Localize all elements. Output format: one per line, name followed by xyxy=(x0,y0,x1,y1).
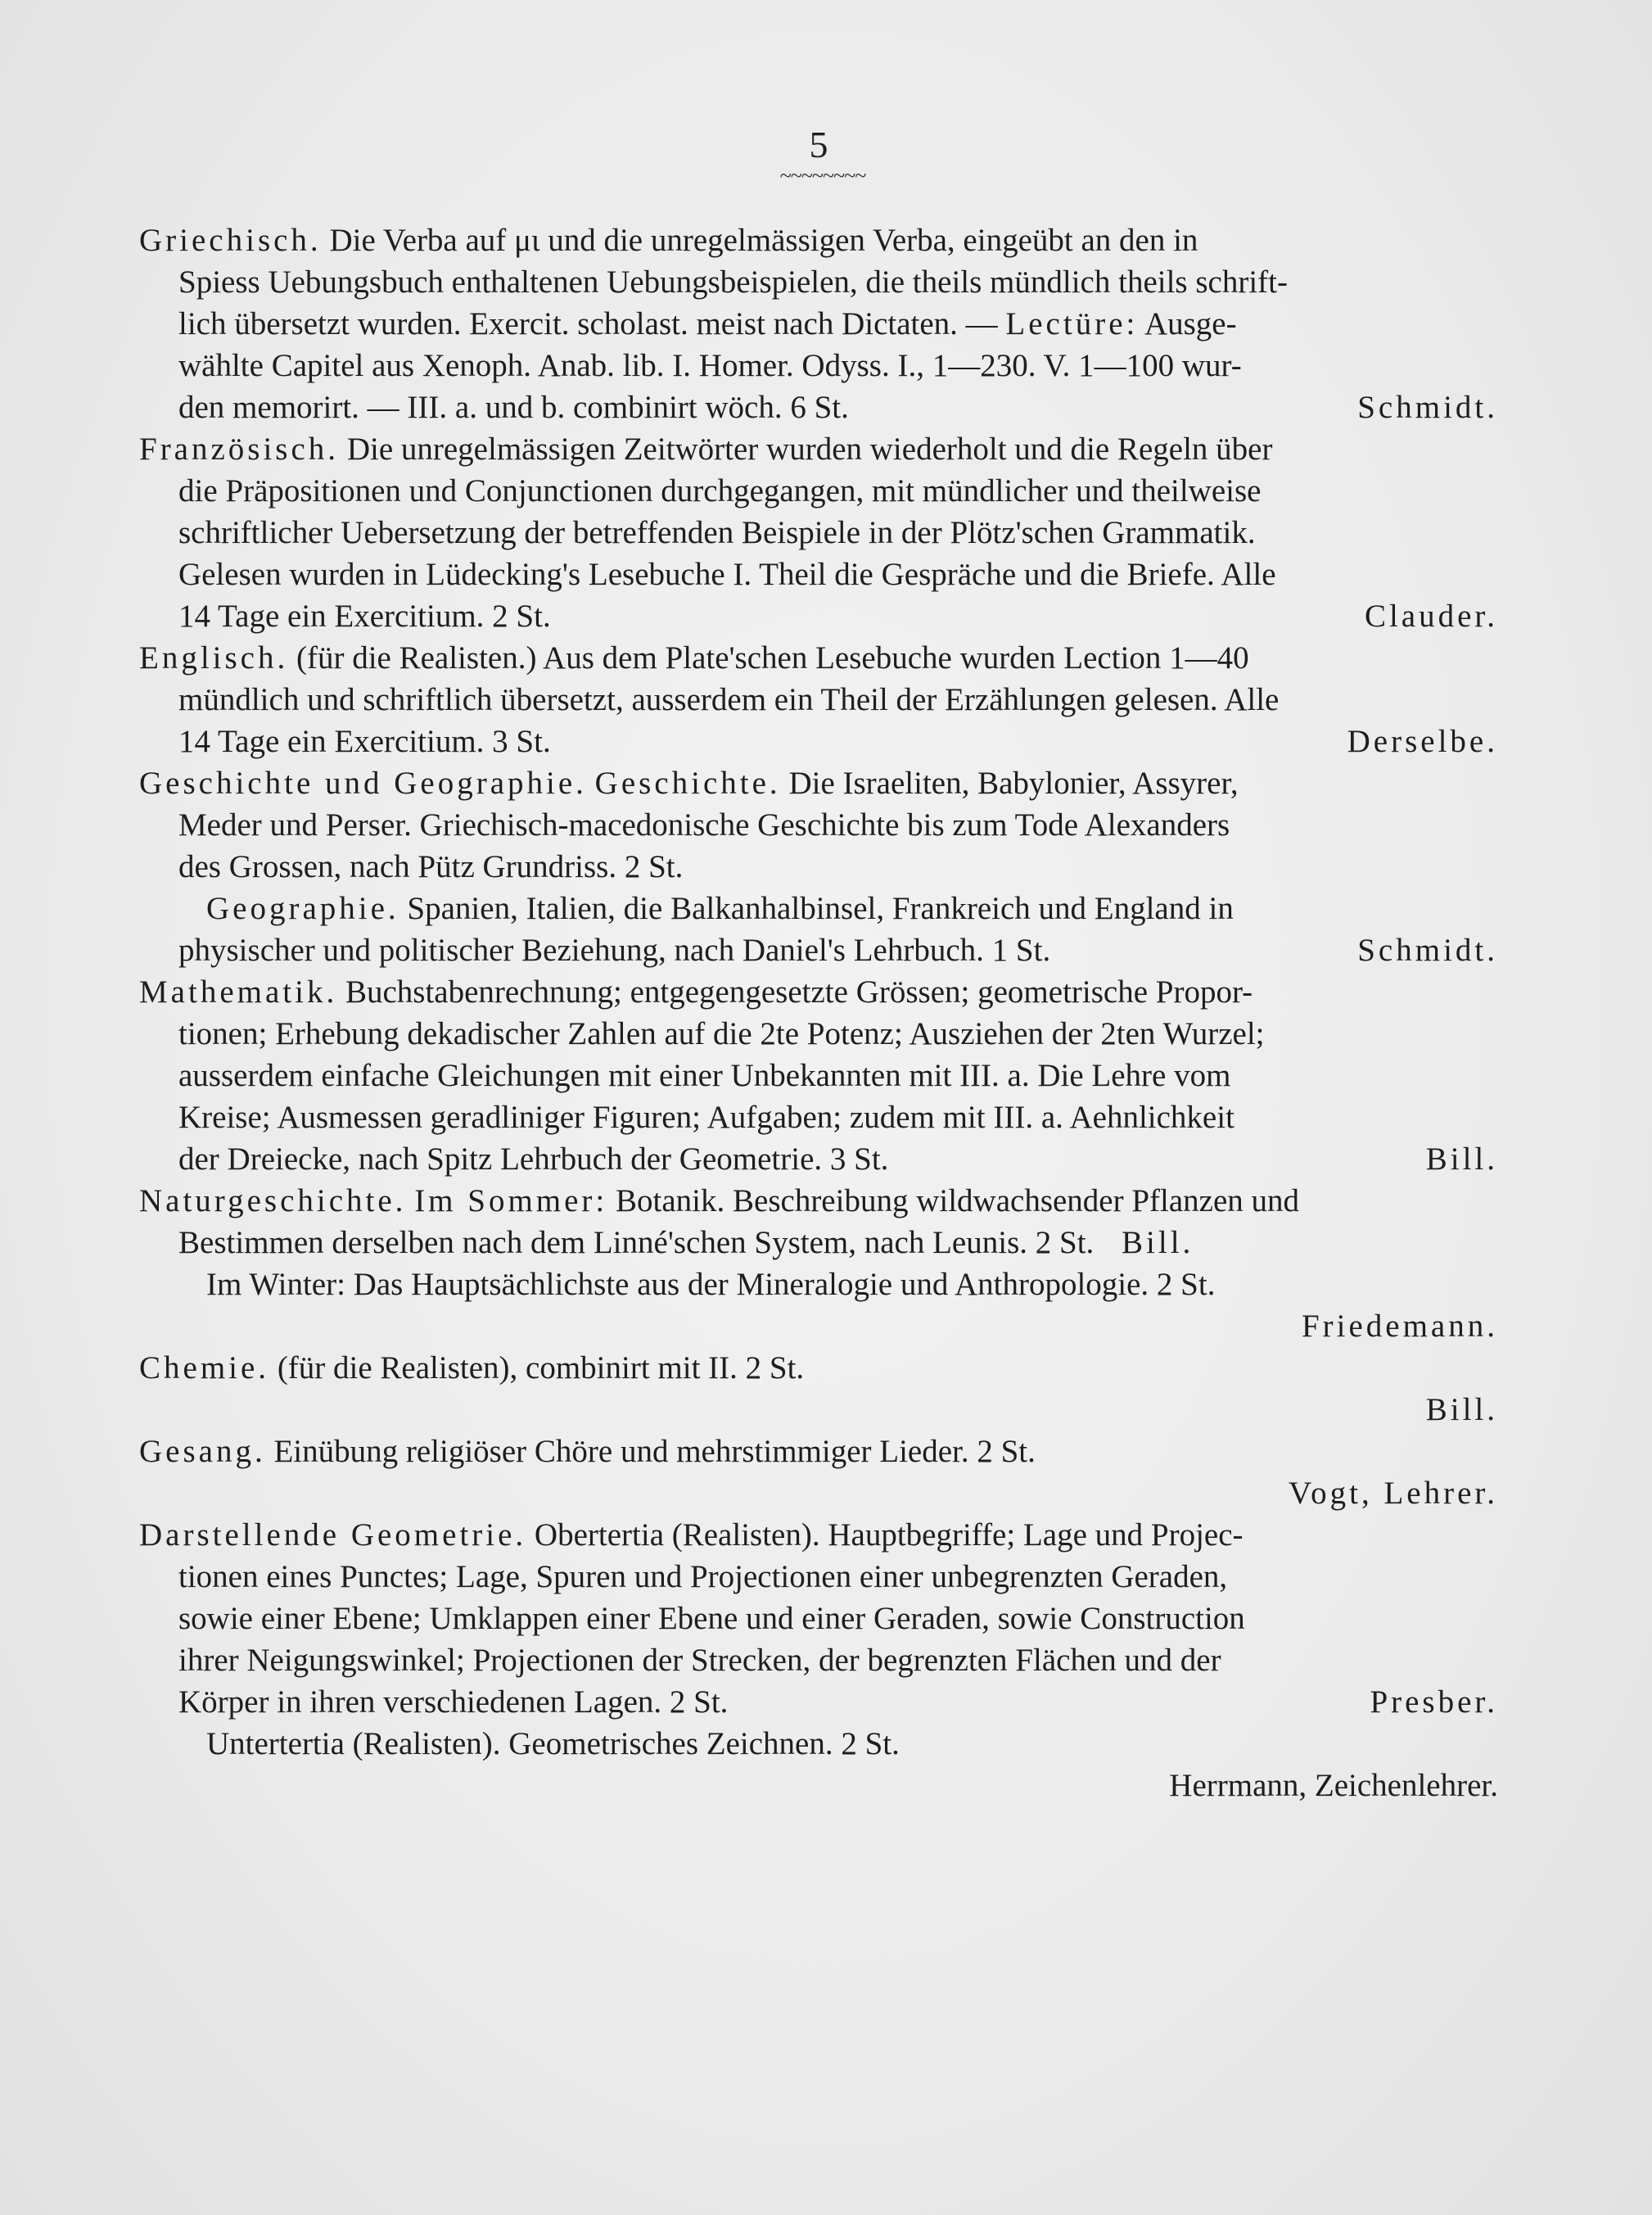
body-text xyxy=(139,219,1498,1806)
text-line: der Dreiecke, nach Spitz Lehrbuch der Geometrie. 3 St. xyxy=(178,1141,889,1177)
paragraph-englisch-line xyxy=(139,721,1498,762)
paragraph-mathematik-line xyxy=(139,1138,1498,1180)
page-number: 5 xyxy=(809,124,828,165)
text-line: des Grossen, nach Pütz Grundriss. 2 St. xyxy=(178,849,684,884)
paragraph-geographie-line xyxy=(139,888,1498,929)
text-line: 14 Tage ein Exercitium. 3 St. xyxy=(178,724,551,759)
text-line: tionen eines Punctes; Lage, Spuren und Projectionen einer unbegrenzten Geraden, xyxy=(178,1559,1228,1594)
text-line: (für die Realisten.) Aus dem Plate'schen Lesebuche wurden Lection 1—40 xyxy=(296,640,1249,676)
text-line: 14 Tage ein Exercitium. 2 St. xyxy=(178,599,551,634)
paragraph-griechisch-line xyxy=(139,303,1498,345)
subject-heading: Griechisch. xyxy=(139,223,322,258)
sub-heading: Geschichte. xyxy=(594,766,781,801)
sub-heading: Geographie. xyxy=(206,891,399,926)
paragraph-mathematik-line xyxy=(139,971,1498,1013)
paragraph-darstellende-line xyxy=(139,1514,1498,1556)
text-line: lich übersetzt wurden. Exercit. scholast. meist nach Dictaten. — xyxy=(178,306,998,341)
teacher-name: Schmidt. xyxy=(1357,933,1498,968)
paragraph-franzoesisch-line xyxy=(139,428,1498,470)
text-line: sowie einer Ebene; Umklappen einer Ebene und einer Geraden, sowie Construction xyxy=(178,1601,1245,1636)
text-line: schriftlicher Uebersetzung der betreffenden Beispiele in der Plötz'schen Grammatik. xyxy=(178,515,1256,550)
paragraph-englisch-line xyxy=(139,637,1498,679)
subject-heading: Englisch. xyxy=(139,640,289,676)
text-line: wählte Capitel aus Xenoph. Anab. lib. I. Homer. Odyss. I., 1—230. V. 1—100 wur- xyxy=(178,348,1242,383)
teacher-name: Schmidt. xyxy=(1357,390,1498,425)
teacher-name: Bill. xyxy=(1122,1225,1194,1260)
teacher-name: Bill. xyxy=(1425,1141,1498,1177)
paragraph-naturgeschichte-line xyxy=(139,1222,1498,1263)
teacher-name: Herrmann, Zeichenlehrer. xyxy=(1169,1768,1498,1803)
teacher-name: Bill. xyxy=(1425,1392,1498,1427)
teacher-name: Vogt, Lehrer. xyxy=(1289,1476,1498,1511)
subject-heading: Naturgeschichte. xyxy=(139,1183,407,1218)
text-line: Die Israeliten, Babylonier, Assyrer, xyxy=(788,766,1239,801)
paragraph-naturgeschichte-line xyxy=(139,1305,1498,1347)
paragraph-geschichte-line xyxy=(139,762,1498,804)
teacher-name: Friedemann. xyxy=(1301,1309,1498,1344)
text-line: Die unregelmässigen Zeitwörter wurden wiederholt und die Regeln über xyxy=(346,432,1273,467)
teacher-name: Derselbe. xyxy=(1347,724,1498,759)
subject-heading: Mathematik. xyxy=(139,974,338,1010)
text-line: ausserdem einfache Gleichungen mit einer Unbekannten mit III. a. Die Lehre vom xyxy=(178,1058,1231,1093)
text-line: Körper in ihren verschiedenen Lagen. 2 St. xyxy=(178,1684,729,1720)
text-line: ihrer Neigungswinkel; Projectionen der Strecken, der begrenzten Flächen und der xyxy=(178,1643,1221,1678)
text-line: mündlich und schriftlich übersetzt, ausserdem ein Theil der Erzählungen gelesen. Alle xyxy=(178,682,1280,717)
text-line: Im Winter: Das Hauptsächlichste aus der Mineralogie und Anthropologie. 2 St. xyxy=(206,1267,1216,1302)
ornament-divider: ~~~~~~~~ xyxy=(779,164,866,188)
subject-heading: Geschichte und Geographie. xyxy=(139,766,587,801)
subject-heading: Chemie. xyxy=(139,1350,270,1386)
paragraph-griechisch-line xyxy=(139,219,1498,261)
paragraph-naturgeschichte-line xyxy=(139,1180,1498,1222)
text-line: die Präpositionen und Conjunctionen durchgegangen, mit mündlicher und theilweise xyxy=(178,473,1262,509)
paragraph-geographie-line xyxy=(139,929,1498,971)
text-line: Spiess Uebungsbuch enthaltenen Uebungsbeispielen, die theils mündlich theils schrift- xyxy=(178,264,1288,300)
paragraph-gesang-line xyxy=(139,1431,1498,1472)
text-line: tionen; Erhebung dekadischer Zahlen auf die 2te Potenz; Ausziehen der 2ten Wurzel; xyxy=(178,1016,1265,1051)
text-line: Obertertia (Realisten). Hauptbegriffe; Lage und Projec- xyxy=(534,1517,1244,1553)
subject-heading: Gesang. xyxy=(139,1434,266,1469)
text-line: den memorirt. — III. a. und b. combinirt wöch. 6 St. xyxy=(178,390,849,425)
text-line: Botanik. Beschreibung wildwachsender Pflanzen und xyxy=(616,1183,1300,1218)
text-line: Spanien, Italien, die Balkanhalbinsel, Frankreich und England in xyxy=(407,891,1234,926)
season-label: Im Sommer: xyxy=(414,1183,608,1218)
text-line: Buchstabenrechnung; entgegengesetzte Grössen; geometrische Propor- xyxy=(345,974,1253,1010)
paragraph-gesang-line xyxy=(139,1472,1498,1514)
text-line: Untertertia (Realisten). Geometrisches Zeichnen. 2 St. xyxy=(206,1726,900,1761)
paragraph-chemie-line xyxy=(139,1389,1498,1431)
text-line: Einübung religiöser Chöre und mehrstimmiger Lieder. 2 St. xyxy=(273,1434,1036,1469)
paragraph-chemie-line xyxy=(139,1347,1498,1389)
text-line: physischer und politischer Beziehung, nach Daniel's Lehrbuch. 1 St. xyxy=(178,933,1051,968)
text-line: Kreise; Ausmessen geradliniger Figuren; Aufgaben; zudem mit III. a. Aehnlichkeit xyxy=(178,1100,1234,1135)
text-line: (für die Realisten), combinirt mit II. 2 St. xyxy=(277,1350,805,1386)
lecture-label: Lectüre: xyxy=(1005,306,1139,341)
teacher-name: Presber. xyxy=(1370,1684,1498,1720)
subject-heading: Darstellende Geometrie. xyxy=(139,1517,527,1553)
text-line: Ausge- xyxy=(1144,306,1237,341)
subject-heading: Französisch. xyxy=(139,432,340,467)
paragraph-darstellende-line xyxy=(139,1681,1498,1723)
text-line: Bestimmen derselben nach dem Linné'schen System, nach Leunis. 2 St. xyxy=(178,1225,1095,1260)
teacher-name: Clauder. xyxy=(1364,599,1498,634)
paragraph-griechisch-line xyxy=(139,386,1498,428)
paragraph-franzoesisch-line xyxy=(139,595,1498,637)
text-line: Gelesen wurden in Lüdecking's Lesebuche I. Theil die Gespräche und die Briefe. Alle xyxy=(178,557,1276,592)
text-line: Die Verba auf μι und die unregelmässigen Verba, eingeübt an den in xyxy=(329,223,1198,258)
paragraph-darstellende-line xyxy=(139,1765,1498,1806)
text-line: Meder und Perser. Griechisch-macedonische Geschichte bis zum Tode Alexanders xyxy=(178,807,1230,843)
